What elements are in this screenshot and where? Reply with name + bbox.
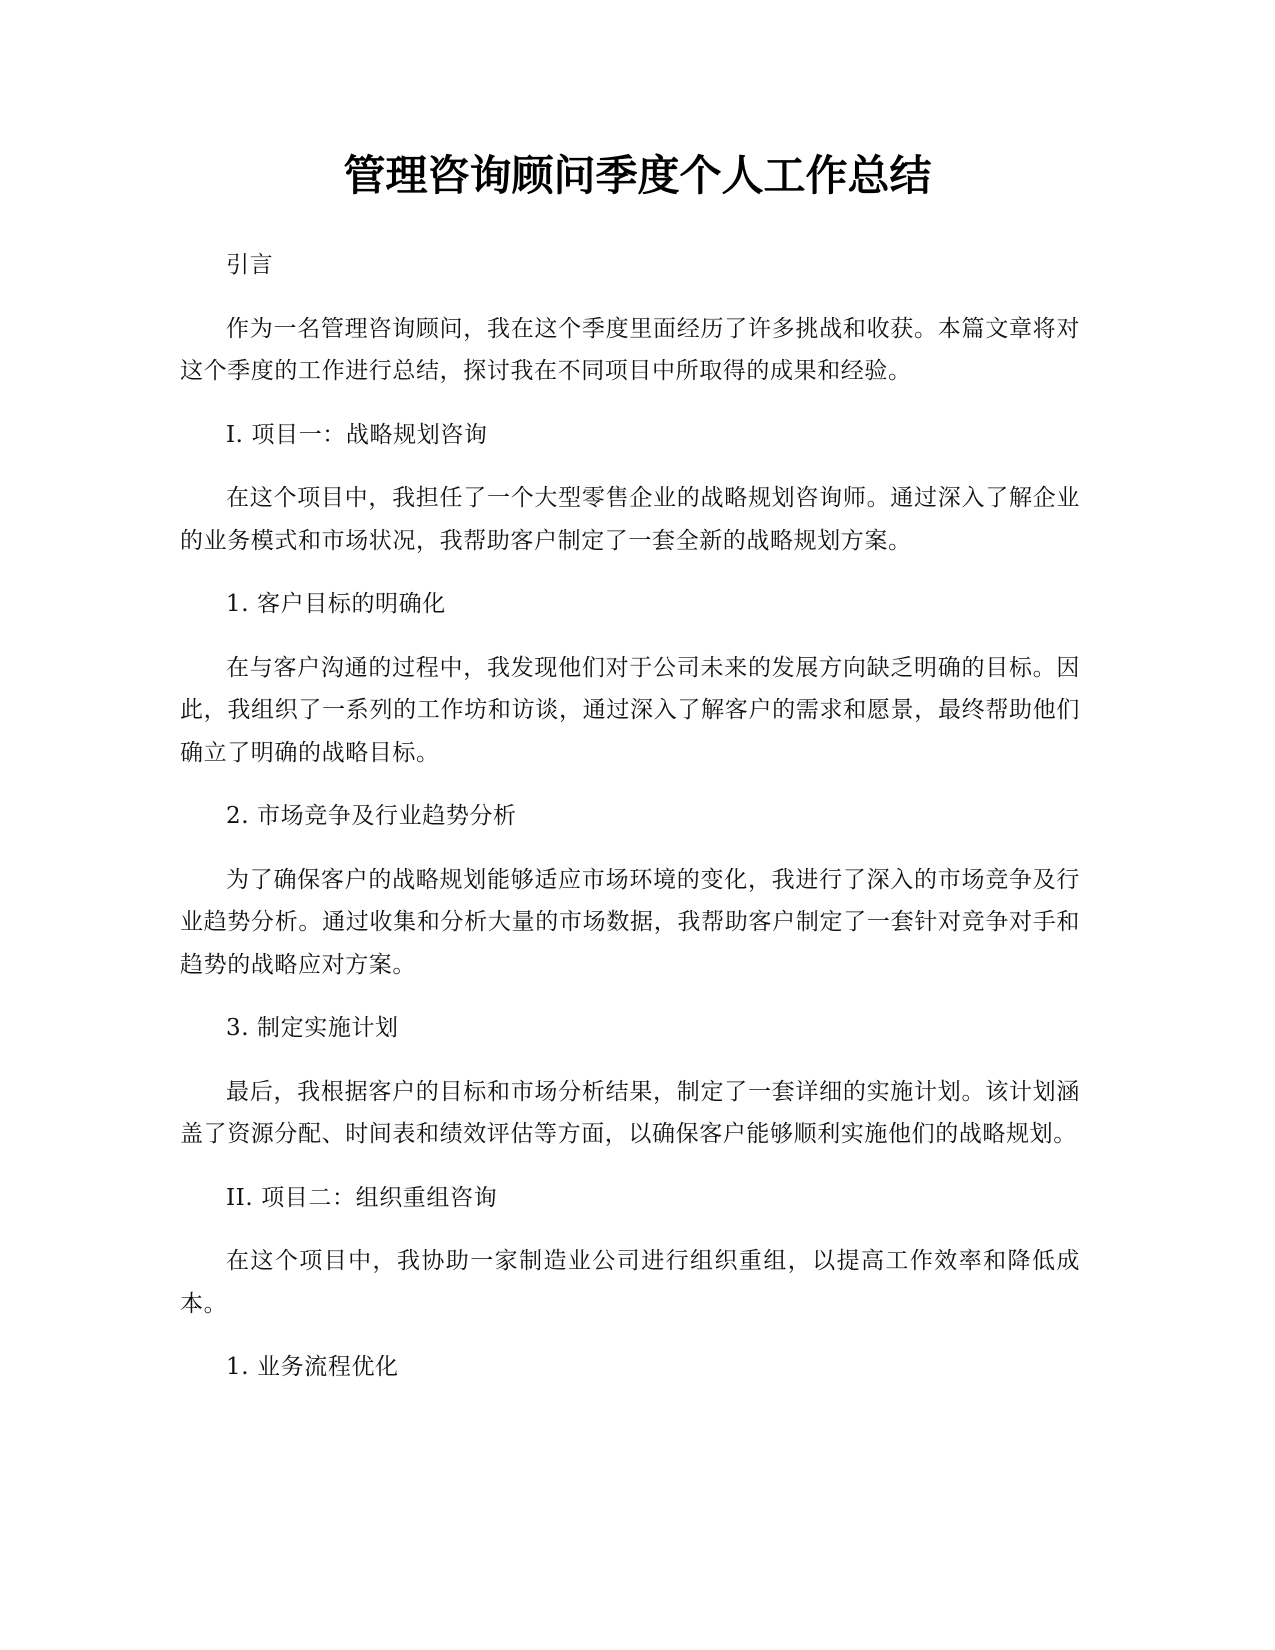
subheading-process-optimization: 1. 业务流程优化: [226, 1354, 399, 1380]
paragraph-market-analysis: 为了确保客户的战略规划能够适应市场环境的变化，我进行了深入的市场竞争及行业趋势分析。通过收集和分析大量的市场数据，我帮助客户制定了一套针对竞争对手和趋势的战略应对方案。: [180, 866, 1080, 978]
paragraph-project-one: 在这个项目中，我担任了一个大型零售企业的战略规划咨询师。通过深入了解企业的业务模式和市场状况，我帮助客户制定了一套全新的战略规划方案。: [180, 485, 1080, 554]
paragraph-intro: 作为一名管理咨询顾问，我在这个季度里面经历了许多挑战和收获。本篇文章将对这个季度的工作进行总结，探讨我在不同项目中所取得的成果和经验。: [180, 315, 1080, 384]
section-heading-project-one: I. 项目一：战略规划咨询: [226, 421, 488, 448]
section-heading-intro: 引言: [226, 252, 274, 278]
subheading-market-analysis: 2. 市场竞争及行业趋势分析: [226, 803, 517, 829]
document-title: 管理咨询顾问季度个人工作总结: [343, 151, 932, 200]
subheading-implementation-plan: 3. 制定实施计划: [226, 1015, 399, 1041]
paragraph-project-two: 在这个项目中，我协助一家制造业公司进行组织重组，以提高工作效率和降低成本。: [180, 1248, 1080, 1317]
paragraph-implementation-plan: 最后，我根据客户的目标和市场分析结果，制定了一套详细的实施计划。该计划涵盖了资源分配、时间表和绩效评估等方面，以确保客户能够顺利实施他们的战略规划。: [180, 1078, 1080, 1147]
paragraph-client-goals: 在与客户沟通的过程中，我发现他们对于公司未来的发展方向缺乏明确的目标。因此，我组织了一系列的工作坊和访谈，通过深入了解客户的需求和愿景，最终帮助他们确立了明确的战略目标。: [180, 654, 1080, 766]
subheading-client-goals: 1. 客户目标的明确化: [226, 591, 446, 617]
section-heading-project-two: II. 项目二：组织重组咨询: [226, 1184, 498, 1211]
document-body: [180, 244, 1080, 1410]
